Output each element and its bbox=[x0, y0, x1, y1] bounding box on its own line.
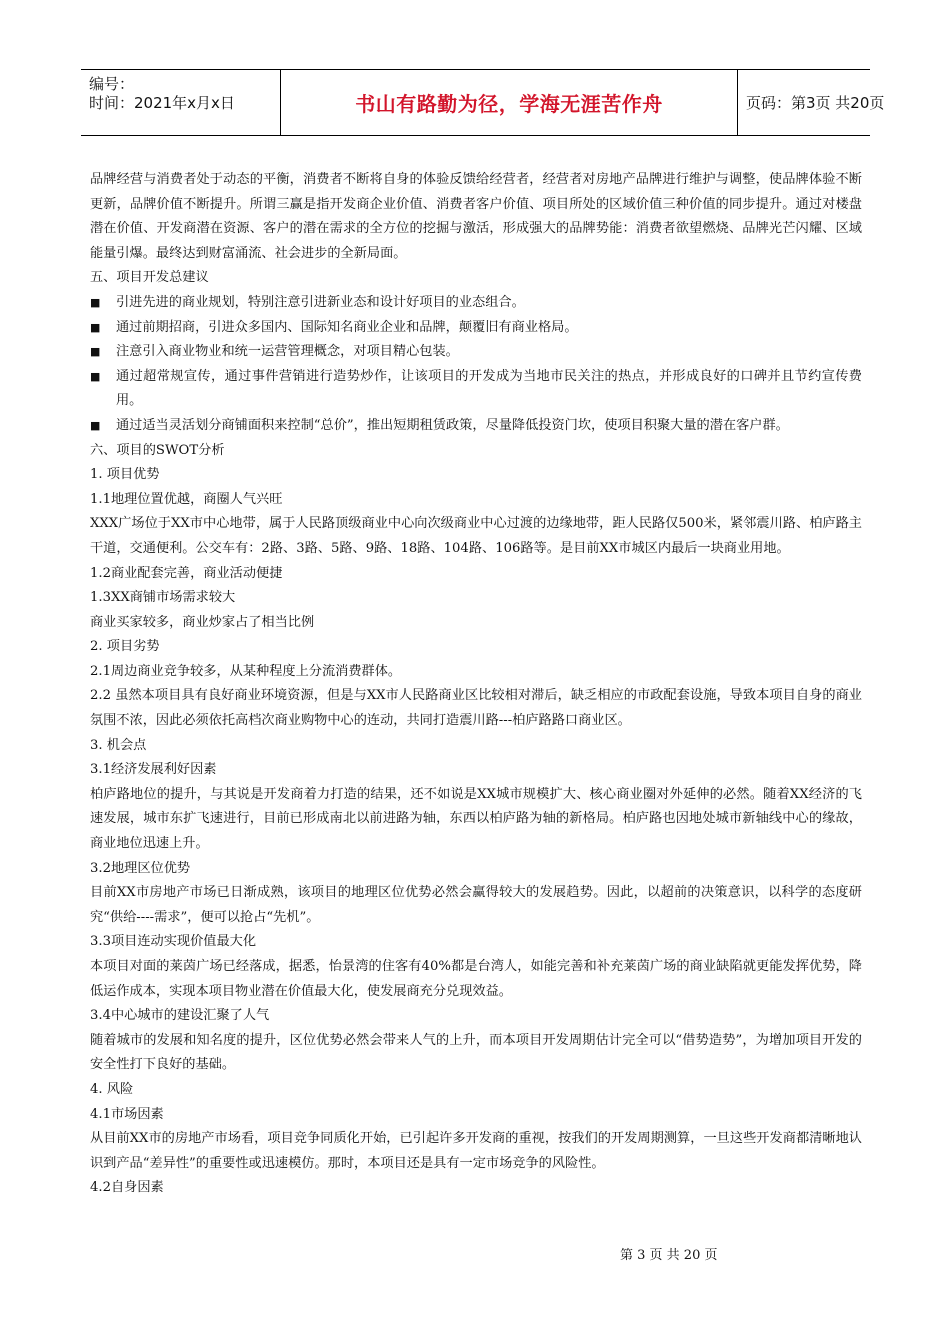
paragraph: 从目前XX市的房地产市场看，项目竞争同质化开始，已引起许多开发商的重视，按我们的开发周期测算，一旦这些开发商都清晰地认识到产品“差异性”的重要性或迅速模仿。那时，本项目还是具有一定市场竞争的风险性。 bbox=[90, 1131, 862, 1171]
paragraph: 本项目对面的莱茵广场已经落成，据悉，怡景湾的住客有40%都是台湾人，如能完善和补充莱茵广场的商业缺陷就更能发挥优势，降低运作成本，实现本项目物业潜在价值最大化，使发展商充分兑现效益。 bbox=[90, 959, 862, 999]
bullet-item bbox=[90, 316, 862, 341]
bullet-square-icon: ■ bbox=[90, 295, 101, 309]
paragraph: 3.1经济发展利好因素 bbox=[90, 762, 217, 778]
bullet-item bbox=[90, 291, 862, 316]
paragraph: 目前XX市房地产市场已日渐成熟，该项目的地理区位优势必然会赢得较大的发展趋势。因此，以超前的决策意识，以科学的态度研究“供给----需求”，便可以抢占“先机”。 bbox=[90, 885, 862, 925]
bullet-text: 通过适当灵活划分商铺面积来控制“总价”，推出短期租赁政策，尽量降低投资门坎，使项目积聚大量的潜在客户群。 bbox=[116, 417, 789, 433]
header-page-cell bbox=[738, 70, 885, 135]
bullet-text: 通过超常规宣传，通过事件营销进行造势炒作，让该项目的开发成为当地市民关注的热点，并形成良好的口碑并且节约宣传费用。 bbox=[116, 368, 862, 409]
header-motto: 书山有路勤为径，学海无涯苦作舟 bbox=[355, 92, 663, 116]
paragraph: 1.3XX商铺市场需求较大 bbox=[90, 590, 236, 606]
paragraph: 五、项目开发总建议 bbox=[90, 270, 209, 286]
document-body bbox=[90, 168, 862, 1201]
paragraph: 1.1地理位置优越，商圈人气兴旺 bbox=[90, 491, 283, 507]
header-meta-cell bbox=[81, 70, 281, 135]
bullet-square-icon: ■ bbox=[90, 418, 101, 432]
paragraph: 品牌经营与消费者处于动态的平衡，消费者不断将自身的体验反馈给经营者，经营者对房地产品牌进行维护与调整，使品牌体验不断更新，品牌价值不断提升。所谓三赢是指开发商企业价值、消费者客户价值、项目所处的区域价值三种价值的同步提升。通过对楼盘潜在价值、开发商潜在资源、客户的潜在需求的全方位的挖掘与激活，形成强大的品牌势能：消费者欲望燃烧、品牌光芒闪耀、区域能量引爆。最终达到财富涌流、社会进步的全新局面。 bbox=[90, 172, 862, 261]
bullet-item bbox=[90, 365, 862, 414]
paragraph: 3.3项目连动实现价值最大化 bbox=[90, 934, 257, 950]
paragraph: 2.1周边商业竞争较多，从某种程度上分流消费群体。 bbox=[90, 663, 402, 679]
paragraph: 随着城市的发展和知名度的提升，区位优势必然会带来人气的上升，而本项目开发周期估计完全可以“借势造势”，为增加项目开发的安全性打下良好的基础。 bbox=[90, 1032, 862, 1073]
bullet-text: 通过前期招商，引进众多国内、国际知名商业企业和品牌，颠覆旧有商业格局。 bbox=[116, 319, 578, 335]
paragraph: 4. 风险 bbox=[90, 1081, 134, 1097]
paragraph: 六、项目的SWOT分析 bbox=[90, 442, 225, 458]
paragraph: 商业买家较多，商业炒家占了相当比例 bbox=[90, 614, 315, 630]
bullet-item bbox=[90, 340, 862, 365]
header-page-indicator: 页码：第3页 共20页 bbox=[746, 94, 885, 112]
paragraph: 4.2自身因素 bbox=[90, 1180, 164, 1196]
paragraph: 1.2商业配套完善，商业活动便捷 bbox=[90, 565, 283, 581]
bullet-text: 注意引入商业物业和统一运营管理概念，对项目精心包装。 bbox=[116, 344, 459, 360]
paragraph: 2. 项目劣势 bbox=[90, 639, 160, 655]
bullet-item bbox=[90, 414, 862, 439]
doc-date-label: 时间：2021年x月x日 bbox=[89, 94, 235, 112]
paragraph: 3.2地理区位优势 bbox=[90, 860, 191, 876]
bullet-square-icon: ■ bbox=[90, 369, 101, 383]
bullet-text: 引进先进的商业规划，特别注意引进新业态和设计好项目的业态组合。 bbox=[116, 294, 525, 310]
paragraph: XXX广场位于XX市中心地带，属于人民路顶级商业中心向次级商业中心过渡的边缘地带，距人民路仅500米，紧邻震川路、柏庐路主干道，交通便利。公交车有：2路、3路、5路、9路、18路、104路、106路等。是目前XX市城区内最后一块商业用地。 bbox=[90, 516, 862, 556]
page-header bbox=[81, 69, 885, 136]
doc-number-label: 编号： bbox=[89, 75, 135, 93]
paragraph: 3. 机会点 bbox=[90, 737, 147, 753]
paragraph: 柏庐路地位的提升，与其说是开发商着力打造的结果，还不如说是XX城市规模扩大、核心商业圈对外延伸的必然。随着XX经济的飞速发展，城市东扩飞速进行，目前已形成南北以前进路为轴，东西以柏庐路为轴的新格局。柏庐路也因地处城市新轴线中心的缘故，商业地位迅速上升。 bbox=[90, 786, 862, 852]
page-footer: 第 3 页 共 20 页 bbox=[620, 1248, 718, 1263]
paragraph: 4.1市场因素 bbox=[90, 1106, 164, 1122]
paragraph: 1. 项目优势 bbox=[90, 467, 160, 483]
header-motto-cell bbox=[281, 70, 738, 135]
bullet-square-icon: ■ bbox=[90, 345, 101, 359]
paragraph: 3.4中心城市的建设汇聚了人气 bbox=[90, 1008, 270, 1024]
bullet-square-icon: ■ bbox=[90, 320, 101, 334]
paragraph: 2.2 虽然本项目具有良好商业环境资源，但是与XX市人民路商业区比较相对滞后，缺乏相应的市政配套设施，导致本项目自身的商业氛围不浓，因此必须依托高档次商业购物中心的连动，共同打造震川路---柏庐路路口商业区。 bbox=[90, 688, 862, 729]
